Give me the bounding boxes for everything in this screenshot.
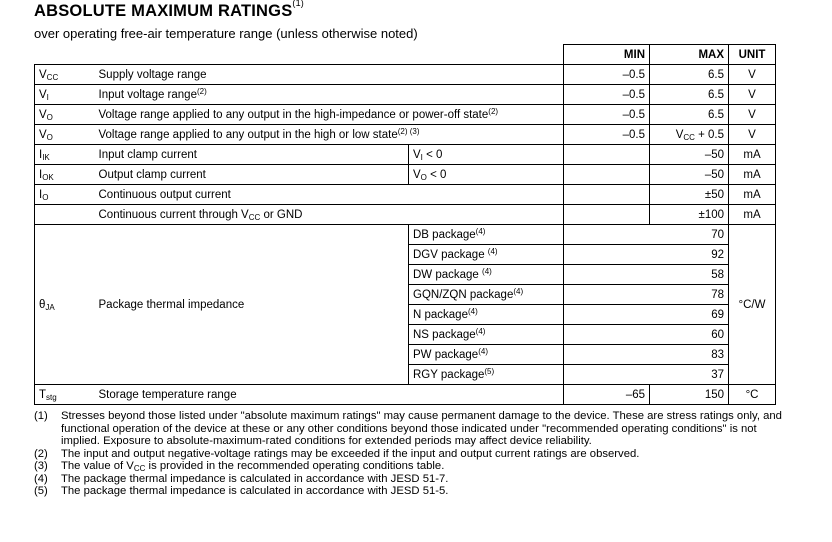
parameter: Package thermal impedance (95, 225, 409, 385)
row-icc (35, 205, 776, 225)
max-value: 58 (650, 265, 729, 285)
min-value: –65 (564, 385, 650, 405)
min-value (564, 285, 650, 305)
max-value: 83 (650, 345, 729, 365)
max-value: 78 (650, 285, 729, 305)
unit: °C/W (729, 225, 776, 385)
header-max: MAX (650, 45, 729, 65)
min-value (564, 225, 650, 245)
max-value: 37 (650, 365, 729, 385)
max-value: 150 (650, 385, 729, 405)
header-min: MIN (564, 45, 650, 65)
max-value: $V_{CC} + 0.5$ (650, 125, 729, 145)
max-value: –50 (650, 145, 729, 165)
unit: V (729, 85, 776, 105)
parameter: Supply voltage range (95, 65, 564, 85)
package-name: DGV package $^{(4)}$ (409, 245, 564, 265)
unit: mA (729, 165, 776, 185)
min-value (564, 305, 650, 325)
row-vo-state (35, 125, 776, 145)
header-row (35, 45, 776, 65)
unit: V (729, 125, 776, 145)
symbol: $\theta_{JA}$ (35, 225, 95, 385)
max-value: 6.5 (650, 65, 729, 85)
footnote-2: (2) The input and output negative-voltage ratings may be exceeded if the input and output current ratings are observed. (34, 447, 640, 460)
section-subtitle: over operating free-air temperature range (unless otherwise noted) (34, 26, 418, 41)
min-value (564, 325, 650, 345)
symbol (35, 205, 95, 225)
min-value (564, 185, 650, 205)
unit: mA (729, 185, 776, 205)
symbol: $I_{IK}$ (35, 145, 95, 165)
max-value: 92 (650, 245, 729, 265)
footnotes (34, 410, 794, 498)
row-tstg (35, 385, 776, 405)
parameter: Continuous current through $V_{CC}$ or GND (95, 205, 564, 225)
symbol: $I_O$ (35, 185, 95, 205)
title-footnote-ref: (1) (292, 0, 305, 8)
min-value (564, 365, 650, 385)
max-value: –50 (650, 165, 729, 185)
min-value: –0.5 (564, 105, 650, 125)
package-name: DB package$^{(4)}$ (409, 225, 564, 245)
symbol: $T_{stg}$ (35, 385, 95, 405)
package-name: GQN/ZQN package$^{(4)}$ (409, 285, 564, 305)
package-name: DW package $^{(4)}$ (409, 265, 564, 285)
symbol: $V_O$ (35, 105, 95, 125)
section-title (34, 2, 304, 21)
min-value (564, 265, 650, 285)
min-value: –0.5 (564, 85, 650, 105)
row-iok (35, 165, 776, 185)
unit: V (729, 65, 776, 85)
min-value (564, 205, 650, 225)
parameter: Voltage range applied to any output in the high-impedance or power-off state$^{(2)}$ (95, 105, 564, 125)
max-value: 6.5 (650, 105, 729, 125)
header-blank (35, 45, 564, 65)
header-unit: UNIT (729, 45, 776, 65)
max-value: 69 (650, 305, 729, 325)
max-value: 70 (650, 225, 729, 245)
parameter: Storage temperature range (95, 385, 564, 405)
unit: mA (729, 205, 776, 225)
min-value (564, 345, 650, 365)
symbol: $V_O$ (35, 125, 95, 145)
row-iik (35, 145, 776, 165)
symbol: $V_I$ (35, 85, 95, 105)
parameter: Voltage range applied to any output in the high or low state$^{(2) (3)}$ (95, 125, 564, 145)
row-vcc (35, 65, 776, 85)
title-text: ABSOLUTE MAXIMUM RATINGS (34, 2, 293, 20)
condition: $V_O < 0$ (409, 165, 564, 185)
package-name: N package$^{(4)}$ (409, 305, 564, 325)
footnote-4: (4) The package thermal impedance is calculated in accordance with JESD 51-7. (34, 472, 449, 485)
footnote-1: (1) Stresses beyond those listed under "absolute maximum ratings" may cause permanent damage to the device. These are stress ratings only, and functional operation of the device at these or any other conditions beyond those indicated under "recommended operating conditions" is not implied. Exposure to absolute-maximum-rated conditions for extended periods may affect device reliability. (34, 410, 782, 447)
row-vi (35, 85, 776, 105)
min-value (564, 145, 650, 165)
parameter: Input clamp current (95, 145, 409, 165)
parameter: Input voltage range$^{(2)}$ (95, 85, 564, 105)
min-value: –0.5 (564, 65, 650, 85)
min-value (564, 245, 650, 265)
max-value: 60 (650, 325, 729, 345)
package-name: NS package$^{(4)}$ (409, 325, 564, 345)
symbol: $V_{CC}$ (35, 65, 95, 85)
package-name: RGY package$^{(5)}$ (409, 365, 564, 385)
symbol: $I_{OK}$ (35, 165, 95, 185)
unit: °C (729, 385, 776, 405)
unit: mA (729, 145, 776, 165)
unit: V (729, 105, 776, 125)
footnote-5: (5) The package thermal impedance is calculated in accordance with JESD 51-5. (34, 485, 449, 497)
footnote-3: (3) The value of $V_{CC}$ is provided in the recommended operating conditions table. (34, 460, 445, 473)
package-name: PW package$^{(4)}$ (409, 345, 564, 365)
parameter: Output clamp current (95, 165, 409, 185)
row-vo-hiz (35, 105, 776, 125)
max-value: ±50 (650, 185, 729, 205)
min-value: –0.5 (564, 125, 650, 145)
max-value: 6.5 (650, 85, 729, 105)
parameter: Continuous output current (95, 185, 564, 205)
condition: $V_I < 0$ (409, 145, 564, 165)
ratings-table (34, 44, 776, 405)
row-theta-ja (35, 225, 776, 245)
max-value: ±100 (650, 205, 729, 225)
row-io (35, 185, 776, 205)
min-value (564, 165, 650, 185)
